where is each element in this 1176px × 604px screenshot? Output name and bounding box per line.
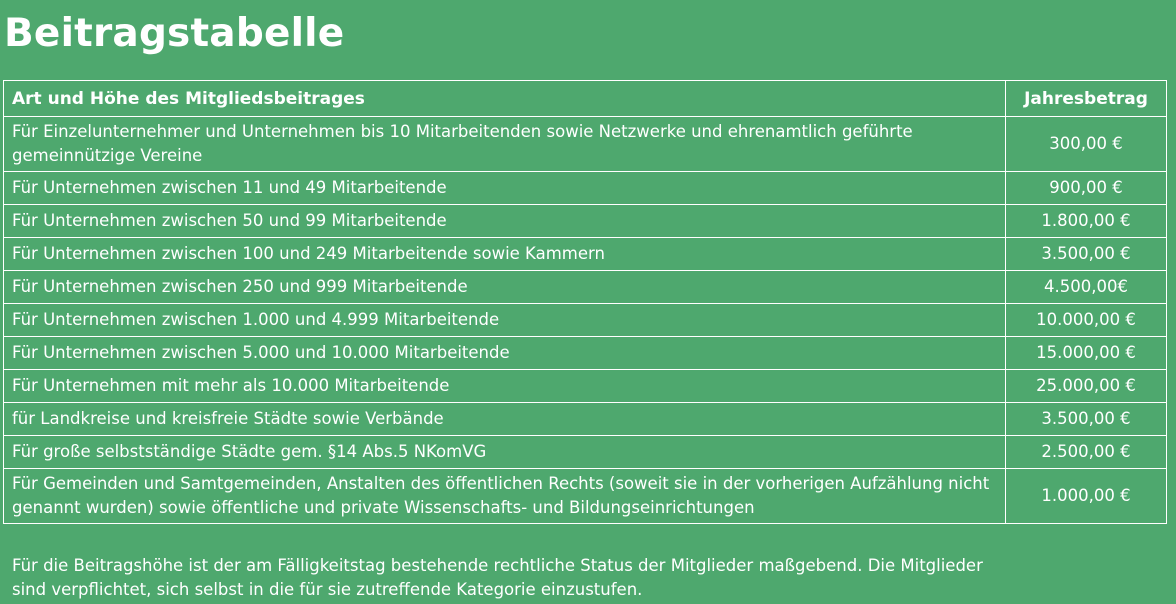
table-row: [4, 205, 1167, 238]
footnote: Für die Beitragshöhe ist der am Fälligkeitstag bestehende rechtliche Status der Mitglieder maßgebend. Die Mitglieder sind verpflichtet, sich selbst in die für sie zutreffende Kategorie einzustufen.: [12, 556, 983, 599]
row-amount: 1.800,00 €: [1006, 205, 1167, 238]
table-row: [4, 304, 1167, 337]
row-category: Für Unternehmen zwischen 1.000 und 4.999 Mitarbeitende: [4, 304, 1006, 337]
table-row: [4, 403, 1167, 436]
row-category: Für Unternehmen zwischen 250 und 999 Mitarbeitende: [4, 271, 1006, 304]
table-row: [4, 436, 1167, 469]
row-amount: 3.500,00 €: [1006, 238, 1167, 271]
row-amount: 15.000,00 €: [1006, 337, 1167, 370]
row-category: Für Einzelunternehmer und Unternehmen bis 10 Mitarbeitenden sowie Netzwerke und ehrenamtlich geführte gemeinnützige Vereine: [4, 117, 1006, 172]
row-amount: 2.500,00 €: [1006, 436, 1167, 469]
row-amount: 3.500,00 €: [1006, 403, 1167, 436]
row-category: Für Gemeinden und Samtgemeinden, Anstalten des öffentlichen Rechts (soweit sie in der vorherigen Aufzählung nicht genannt wurden) sowie öffentliche und private Wissenschafts- und Bildungseinrichtungen: [4, 469, 1006, 524]
column-header-amount: Jahresbetrag: [1006, 81, 1167, 117]
table-row: [4, 172, 1167, 205]
row-amount: 25.000,00 €: [1006, 370, 1167, 403]
row-category: Für Unternehmen zwischen 5.000 und 10.000 Mitarbeitende: [4, 337, 1006, 370]
row-amount: 900,00 €: [1006, 172, 1167, 205]
table-row: [4, 370, 1167, 403]
table-row: [4, 271, 1167, 304]
row-category: Für Unternehmen zwischen 100 und 249 Mitarbeitende sowie Kammern: [4, 238, 1006, 271]
table-row: [4, 337, 1167, 370]
row-category: Für Unternehmen mit mehr als 10.000 Mitarbeitende: [4, 370, 1006, 403]
row-category: Für Unternehmen zwischen 11 und 49 Mitarbeitende: [4, 172, 1006, 205]
row-amount: 10.000,00 €: [1006, 304, 1167, 337]
table-row: [4, 117, 1167, 172]
table-row: [4, 469, 1167, 524]
row-category: Für große selbstständige Städte gem. §14 Abs.5 NKomVG: [4, 436, 1006, 469]
row-amount: 300,00 €: [1006, 117, 1167, 172]
table-header-row: [4, 81, 1167, 117]
row-amount: 4.500,00€: [1006, 271, 1167, 304]
column-header-category: Art und Höhe des Mitgliedsbeitrages: [4, 81, 1006, 117]
row-category: Für Unternehmen zwischen 50 und 99 Mitarbeitende: [4, 205, 1006, 238]
fee-table: [3, 80, 1167, 524]
row-category: für Landkreise und kreisfreie Städte sowie Verbände: [4, 403, 1006, 436]
table-row: [4, 238, 1167, 271]
row-amount: 1.000,00 €: [1006, 469, 1167, 524]
page-title: Beitragstabelle: [4, 11, 345, 56]
